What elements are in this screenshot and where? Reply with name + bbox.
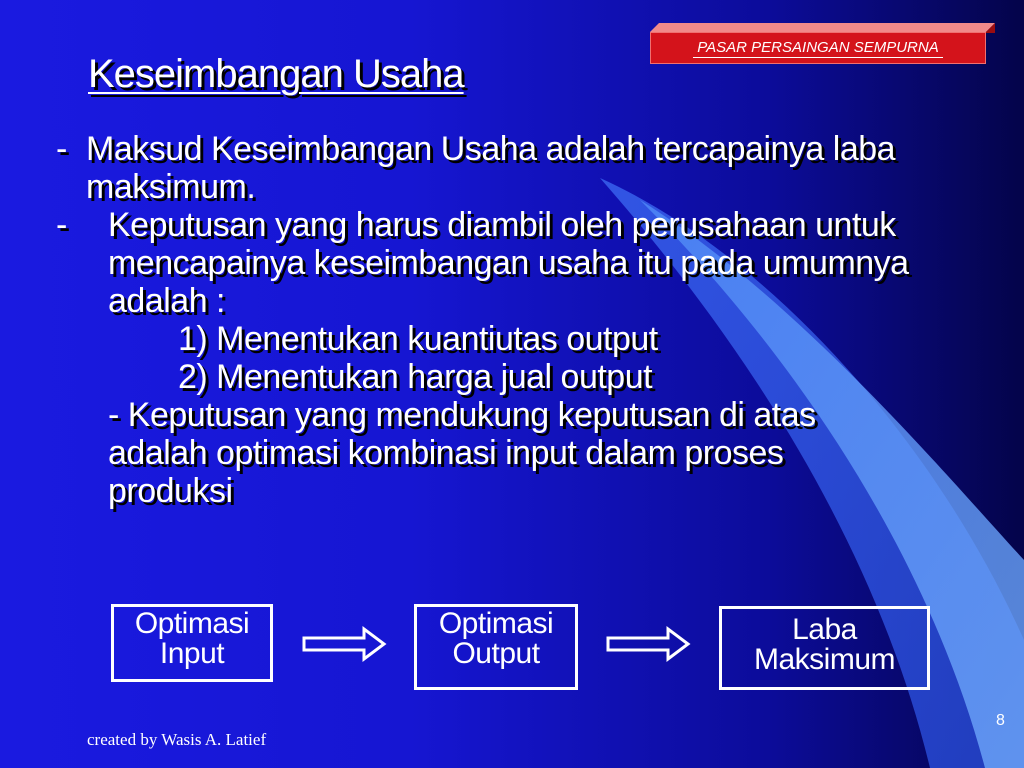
body-line: Maksud Keseimbangan Usaha adalah tercapainya laba: [86, 130, 896, 168]
flow-box-line: Output: [452, 637, 540, 670]
body-line: produksi: [108, 472, 233, 510]
banner-label: PASAR PERSAINGAN SEMPURNA: [693, 39, 942, 58]
flow-box-laba-maksimum: [719, 606, 930, 690]
author-credit: created by Wasis A. Latief: [87, 730, 267, 749]
double-arrow-right-icon: [302, 626, 388, 662]
bullet-dash: -: [56, 130, 67, 168]
flow-box-line: Optimasi: [134, 607, 250, 640]
bullet-dash: -: [56, 206, 67, 244]
page-number: 8: [996, 712, 1005, 729]
body-line: 2) Menentukan harga jual output: [178, 358, 653, 396]
body-line: maksimum.: [86, 168, 256, 206]
body-line: mencapainya keseimbangan usaha itu pada umumnya: [108, 244, 909, 282]
body-line: adalah :: [108, 282, 225, 320]
body-line: - Keputusan yang mendukung keputusan di atas: [108, 396, 816, 434]
flow-box-line: Optimasi: [438, 607, 554, 640]
body-line: adalah optimasi kombinasi input dalam proses: [108, 434, 784, 472]
body-line: 1) Menentukan kuantiutas output: [178, 320, 658, 358]
flow-box-optimasi-output: [414, 604, 578, 690]
double-arrow-right-icon: [606, 626, 692, 662]
flow-box-line: Maksimum: [753, 643, 895, 676]
flow-box-line: Input: [159, 637, 225, 670]
flow-box-optimasi-input: [111, 604, 273, 682]
page-title: Keseimbangan Usaha: [88, 52, 464, 96]
flow-box-line: Laba: [792, 613, 857, 646]
body-line: Keputusan yang harus diambil oleh perusahaan untuk: [108, 206, 896, 244]
